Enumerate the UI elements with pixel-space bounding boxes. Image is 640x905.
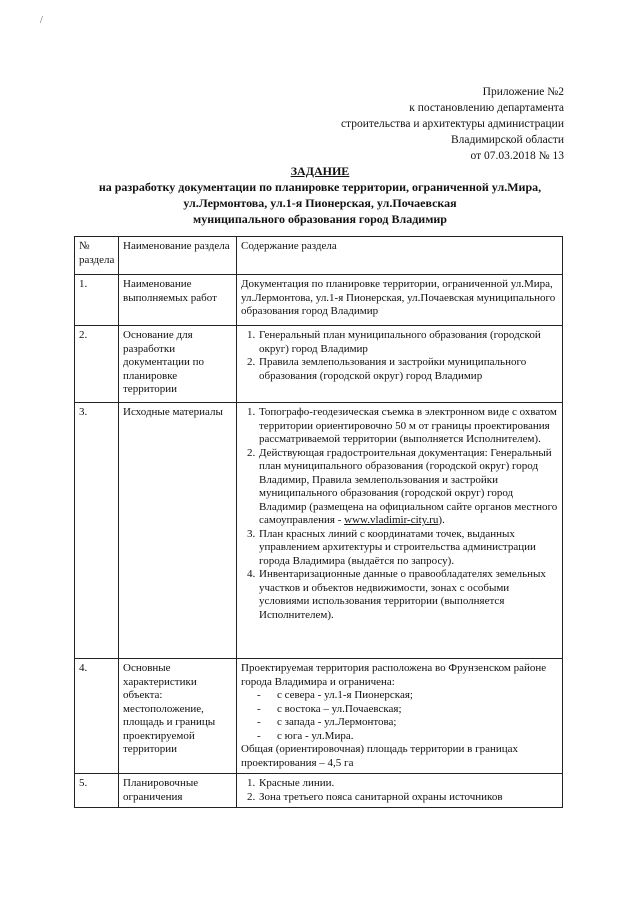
title-line: ул.Лермонтова, ул.1-я Пионерская, ул.Почаевская [183, 196, 457, 210]
table-row [75, 275, 563, 326]
list-item: - с севера - ул.1-я Пионерская; [257, 689, 558, 703]
appendix-line: Владимирской области [450, 134, 564, 146]
numbered-list [241, 777, 558, 804]
list-item: 2. Зона третьего пояса санитарной охраны источников [258, 791, 558, 805]
title-heading: ЗАДАНИЕ [290, 164, 350, 178]
row-num: 2. [75, 326, 119, 403]
row-name: Наименование выполняемых работ [119, 275, 237, 326]
list-item: 1. Генеральный план муниципального образования (городской округ) город Владимир [258, 329, 558, 356]
list-item-text: ). [438, 514, 445, 526]
row-name: Исходные материалы [119, 403, 237, 659]
appendix-line: строительства и архитектуры администрации [340, 118, 564, 130]
list-item: 3. План красных линий с координатами точек, выданных управлением архитектуры и строительства администрации города Владимира (выдаётся по запросу). [258, 528, 558, 569]
header-num: № раздела [75, 237, 119, 275]
row-num: 1. [75, 275, 119, 326]
table-row [75, 403, 563, 659]
scan-mark: / [40, 15, 43, 26]
numbered-list [241, 329, 558, 383]
row-name: Планировочные ограничения [119, 774, 237, 808]
table-header-row [75, 237, 563, 275]
row-content [237, 659, 563, 774]
row-name: Основание для разработки документации по планировке территории [119, 326, 237, 403]
list-item: - с юга - ул.Мира. [257, 730, 558, 744]
appendix-line: к постановлению департамента [409, 102, 564, 114]
table-row [75, 774, 563, 808]
row-num: 5. [75, 774, 119, 808]
list-item: 4. Инвентаризационные данные о правообладателях земельных участков и объектов недвижимости, зонах с особыми условиями использования территории (выполняется Исполнителем). [258, 568, 558, 622]
boundaries-list [241, 689, 558, 743]
row-name: Основные характеристики объекта: местоположение, площадь и границы проектируемой территории [119, 659, 237, 774]
document-title [0, 163, 640, 227]
list-item-text: Действующая градостроительная документация: Генеральный план муниципального образования (городской округ) город Владимир, Правила землепользования и застройки муниципального образования (городской округ) город Владимир (размещена на официальном сайте органов местного самоуправления - [259, 446, 558, 526]
row-num: 3. [75, 403, 119, 659]
territory-intro: Проектируемая территория расположена во Фрунзенском районе города Владимира и ограничена: [241, 662, 547, 688]
table-row [75, 326, 563, 403]
row-content: Документация по планировке территории, ограниченной ул.Мира, ул.Лермонтова, ул.1-я Пионерская, ул.Почаевская муниципального образования город Владимир [237, 275, 563, 326]
title-line: муниципального образования город Владимир [193, 212, 447, 226]
title-line: на разработку документации по планировке территории, ограниченной ул.Мира, [98, 180, 542, 194]
row-content [237, 403, 563, 659]
row-content [237, 774, 563, 808]
header-name: Наименование раздела [119, 237, 237, 275]
task-table [74, 236, 563, 808]
row-content [237, 326, 563, 403]
appendix-date-number: от 07.03.2018 № 13 [470, 150, 564, 162]
header-content: Содержание раздела [237, 237, 563, 275]
list-item: - с востока – ул.Почаевская; [257, 703, 558, 717]
appendix-line: Приложение №2 [482, 86, 564, 98]
table-row [75, 659, 563, 774]
list-item: 2. Правила землепользования и застройки муниципального образования (городской округ) город Владимир [258, 356, 558, 383]
territory-area: Общая (ориентировочная) площадь территории в границах проектирования – 4,5 га [241, 743, 519, 769]
numbered-list [241, 406, 558, 622]
list-item: 1. Красные линии. [258, 777, 558, 791]
list-item [258, 447, 558, 528]
website-link[interactable]: www.vladimir-city.ru [344, 514, 439, 526]
list-item: - с запада - ул.Лермонтова; [257, 716, 558, 730]
appendix-header [341, 84, 564, 164]
list-item: 1. Топографо-геодезическая съемка в электронном виде с охватом территории ориентировочно 50 м от границы проектирования рассматриваемой территории (выполняется Исполнителем). [258, 406, 558, 447]
row-num: 4. [75, 659, 119, 774]
